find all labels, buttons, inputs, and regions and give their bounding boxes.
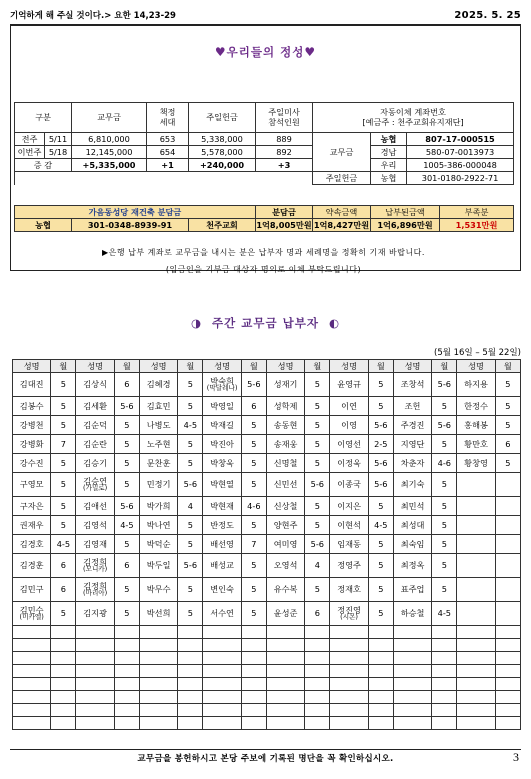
payer-month: 5 — [432, 535, 457, 554]
payer-month — [495, 516, 520, 535]
payer-name: 지영단 — [393, 435, 431, 454]
payer-name: 황만호 — [457, 435, 495, 454]
payer-name: 최정옥 — [393, 554, 431, 578]
payer-month: 5 — [178, 516, 203, 535]
payer-month: 6 — [495, 435, 520, 454]
page-number: 3 — [513, 750, 519, 764]
payer-month: 5 — [51, 416, 76, 435]
payer-row — [13, 497, 521, 516]
payer-name: 박숙희 (막달레나) — [203, 373, 241, 397]
payer-name: 박나연 — [139, 516, 177, 535]
payer-name: 차춘자 — [393, 454, 431, 473]
payer-row — [13, 535, 521, 554]
payer-name: 김경훈 — [13, 554, 51, 578]
payer-row — [13, 554, 521, 578]
payer-month: 6 — [305, 602, 330, 626]
payer-month — [495, 554, 520, 578]
building-fund-row: 농협 301-0348-8939-91 천주교회 1억8,005만원 1억8,427만원 1억6,896만원 1,531만원 — [15, 219, 514, 232]
payer-month: 4-5 — [368, 516, 393, 535]
payer-month: 5 — [368, 535, 393, 554]
col-header-name: 성명 — [393, 360, 431, 373]
payer-name: 반정도 — [203, 516, 241, 535]
payer-month: 6 — [241, 397, 266, 416]
payer-month: 5 — [368, 497, 393, 516]
payers-header-row — [13, 360, 521, 373]
payer-row — [13, 473, 521, 497]
payer-month: 5 — [51, 397, 76, 416]
payer-name: 조창석 — [393, 373, 431, 397]
payer-name: 윤성준 — [266, 602, 304, 626]
payer-name: 문찬훈 — [139, 454, 177, 473]
payer-month: 5 — [241, 435, 266, 454]
offering-row-diff: 증 감 +5,335,000 +1 +240,000 +3 우리 1005-386-000048 — [15, 159, 514, 172]
payers-table — [12, 359, 521, 730]
payer-month: 6 — [114, 373, 139, 397]
payer-month: 5 — [495, 397, 520, 416]
payer-month — [495, 535, 520, 554]
payer-month: 5-6 — [305, 535, 330, 554]
payer-name: 성재기 — [266, 373, 304, 397]
payer-name: 송재웅 — [266, 435, 304, 454]
building-fund-header: 가음동성당 재건축 분담금 분담금 약속금액 납부된금액 부족분 — [15, 206, 514, 219]
payer-name: 오영석 — [266, 554, 304, 578]
payer-name — [457, 473, 495, 497]
payer-name — [457, 554, 495, 578]
payer-name: 최기숙 — [393, 473, 431, 497]
col-header-month: 월 — [114, 360, 139, 373]
payer-month: 6 — [51, 578, 76, 602]
col-header-name: 성명 — [266, 360, 304, 373]
payer-row — [13, 454, 521, 473]
payer-month: 5 — [114, 454, 139, 473]
payer-month: 5-6 — [432, 416, 457, 435]
heart-icon: ♥ — [214, 45, 227, 59]
payer-month: 5 — [305, 578, 330, 602]
payer-month: 6 — [51, 554, 76, 578]
payer-name: 유수복 — [266, 578, 304, 602]
payer-name: 김정희 (모니카) — [76, 554, 114, 578]
payer-month: 6 — [114, 554, 139, 578]
payer-month: 5 — [114, 535, 139, 554]
payer-name: 김순덕 — [76, 416, 114, 435]
payer-month: 5 — [241, 454, 266, 473]
payer-name: 김승기 — [76, 454, 114, 473]
payer-month: 5-6 — [368, 416, 393, 435]
payer-name: 최민석 — [393, 497, 431, 516]
payer-name: 김정희 (마리아) — [76, 578, 114, 602]
col-header-name: 성명 — [139, 360, 177, 373]
payer-name: 이영선 — [330, 435, 368, 454]
payer-month — [495, 602, 520, 626]
payer-month: 4-6 — [432, 454, 457, 473]
payer-month: 5-6 — [114, 397, 139, 416]
payer-name: 윤영규 — [330, 373, 368, 397]
payer-name: 정재호 — [330, 578, 368, 602]
col-header-month: 월 — [178, 360, 203, 373]
payer-row-empty — [13, 691, 521, 704]
payer-name: 김민수 (미카엘) — [13, 602, 51, 626]
payer-name: 강수진 — [13, 454, 51, 473]
offering-row-prev: 전주 5/11 6,810,000 653 5,338,000 889 교무금 농협 807-17-000515 — [15, 133, 514, 146]
payer-month: 4-5 — [114, 516, 139, 535]
payer-row — [13, 602, 521, 626]
payer-month: 4-5 — [178, 416, 203, 435]
payer-name — [457, 516, 495, 535]
footer-divider — [10, 749, 521, 750]
bank-note-sub: (입금인을 기부금 대상자 명의로 이체 부탁드립니다) — [165, 265, 362, 274]
payer-row-empty — [13, 639, 521, 652]
payer-month: 5 — [178, 397, 203, 416]
payer-name: 이연 — [330, 397, 368, 416]
col-header-month: 월 — [368, 360, 393, 373]
bible-verse: 기억하게 해 주실 것이다.> 요한 14,23-29 — [10, 11, 176, 21]
payer-month: 5 — [305, 373, 330, 397]
payer-name: 송동현 — [266, 416, 304, 435]
payer-month: 5 — [178, 578, 203, 602]
payer-month: 5 — [51, 602, 76, 626]
payer-month: 4 — [178, 497, 203, 516]
payer-row — [13, 578, 521, 602]
payer-month: 5 — [241, 473, 266, 497]
payer-month: 2-5 — [368, 435, 393, 454]
half-circle-icon: ◐ — [328, 316, 340, 330]
payer-month: 5 — [178, 454, 203, 473]
payer-month: 5 — [432, 578, 457, 602]
payer-row — [13, 516, 521, 535]
col-header-month: 월 — [305, 360, 330, 373]
payer-month: 5 — [495, 454, 520, 473]
payer-name: 성학제 — [266, 397, 304, 416]
payer-month — [495, 497, 520, 516]
payer-name: 박재길 — [203, 416, 241, 435]
payer-name: 박두일 — [139, 554, 177, 578]
payer-row-empty — [13, 717, 521, 730]
payer-month: 4-5 — [432, 602, 457, 626]
payer-month: 5 — [51, 497, 76, 516]
payer-name: 조헌 — [393, 397, 431, 416]
payer-month: 5-6 — [432, 373, 457, 397]
payer-name: 구영모 — [13, 473, 51, 497]
payer-month: 5-6 — [305, 473, 330, 497]
payer-name: 박무수 — [139, 578, 177, 602]
payer-name — [457, 497, 495, 516]
payer-name: 정영주 — [330, 554, 368, 578]
half-circle-icon: ◑ — [190, 316, 203, 330]
payer-row-empty — [13, 678, 521, 691]
payer-month: 5 — [51, 473, 76, 497]
payer-month: 5 — [432, 554, 457, 578]
payer-name: 표주업 — [393, 578, 431, 602]
payer-name: 정진영 (시몬) — [330, 602, 368, 626]
payer-month: 5 — [51, 454, 76, 473]
payer-name: 이현석 — [330, 516, 368, 535]
payer-name — [457, 602, 495, 626]
payer-name: 김지광 — [76, 602, 114, 626]
payer-name: 신상철 — [266, 497, 304, 516]
payer-month: 5 — [368, 554, 393, 578]
payer-month: 5-6 — [178, 473, 203, 497]
payer-month: 7 — [51, 435, 76, 454]
payers-period: (5월 16일 – 5월 22일) — [434, 348, 521, 358]
payer-month: 5 — [368, 397, 393, 416]
payer-month — [495, 473, 520, 497]
payer-name: 김경호 — [13, 535, 51, 554]
payer-name: 김영재 — [76, 535, 114, 554]
payer-month: 5 — [114, 416, 139, 435]
payer-name: 박덕순 — [139, 535, 177, 554]
payer-name — [457, 535, 495, 554]
payer-month: 5 — [432, 397, 457, 416]
payer-name: 구자은 — [13, 497, 51, 516]
payer-name: 강병천 — [13, 416, 51, 435]
payer-month: 5-6 — [241, 373, 266, 397]
offering-row-this: 이번주 5/18 12,145,000 654 5,578,000 892 경남 580-07-0013973 — [15, 146, 514, 159]
col-header-month: 월 — [432, 360, 457, 373]
payer-name: 박진아 — [203, 435, 241, 454]
payer-month: 5 — [495, 373, 520, 397]
payer-name: 황창영 — [457, 454, 495, 473]
payer-name: 박가희 — [139, 497, 177, 516]
payer-month: 5 — [114, 435, 139, 454]
payer-name: 이종국 — [330, 473, 368, 497]
payer-month: 5 — [51, 373, 76, 397]
payer-name: 박창욱 — [203, 454, 241, 473]
payer-month: 5 — [114, 602, 139, 626]
payer-name — [457, 578, 495, 602]
col-header-name: 성명 — [457, 360, 495, 373]
payer-name: 이지은 — [330, 497, 368, 516]
payer-row — [13, 397, 521, 416]
col-header-month: 월 — [51, 360, 76, 373]
payer-name: 박현열 — [203, 473, 241, 497]
payer-name: 최숙임 — [393, 535, 431, 554]
payer-month: 4 — [305, 554, 330, 578]
payer-month: 5 — [241, 516, 266, 535]
top-header — [10, 8, 521, 22]
payer-name: 배선영 — [203, 535, 241, 554]
payer-month: 5-6 — [368, 454, 393, 473]
col-header-name: 성명 — [203, 360, 241, 373]
payer-month: 5 — [432, 473, 457, 497]
payer-name: 박영일 — [203, 397, 241, 416]
payer-month: 5 — [51, 516, 76, 535]
heart-icon: ♥ — [304, 45, 317, 59]
payer-row-empty — [13, 626, 521, 639]
payer-month: 7 — [241, 535, 266, 554]
payer-month: 5 — [432, 497, 457, 516]
payer-name: 김상식 — [76, 373, 114, 397]
payer-name: 임재동 — [330, 535, 368, 554]
payer-name: 강병화 — [13, 435, 51, 454]
payer-month: 5 — [241, 578, 266, 602]
payer-month — [495, 578, 520, 602]
payer-row-empty — [13, 665, 521, 678]
payer-name: 양현주 — [266, 516, 304, 535]
payer-month: 5 — [305, 497, 330, 516]
bulletin-date: 2025. 5. 25 — [454, 9, 521, 21]
payer-name: 홍해봉 — [457, 416, 495, 435]
payer-name: 김봉수 — [13, 397, 51, 416]
payer-name: 권재우 — [13, 516, 51, 535]
payer-name: 김애선 — [76, 497, 114, 516]
payer-month: 5 — [305, 416, 330, 435]
payer-month: 5 — [305, 397, 330, 416]
payer-name: 김혜경 — [139, 373, 177, 397]
payer-month: 5 — [241, 602, 266, 626]
payer-name: 김효민 — [139, 397, 177, 416]
offering-table: 구분 교무금 책정 세대 주일헌금 주일미사 참석인원 자동이체 계좌번호 [예금주 : 천주교회유지재단] 전주 5/11 6,810,000 653 5,338,000 889 교무금 농협 807-17-000515 이번주 5/18 12,145,000 654 5,578,000 892 경남 580-07-0013973 증 감 +5,335,000 +1 +240,000 +3 우리 1005-386-000048 주일헌금 농협 301-0180-2922-71 — [14, 102, 514, 185]
payer-name: 하승철 — [393, 602, 431, 626]
payer-month: 5-6 — [114, 497, 139, 516]
payer-month: 5-6 — [368, 473, 393, 497]
payer-month: 5-6 — [178, 554, 203, 578]
payer-month: 5 — [368, 602, 393, 626]
payer-name: 주경진 — [393, 416, 431, 435]
payer-month: 5 — [368, 578, 393, 602]
payer-month: 5 — [241, 554, 266, 578]
payer-month: 5 — [495, 416, 520, 435]
col-header-name: 성명 — [330, 360, 368, 373]
payer-month: 5 — [241, 416, 266, 435]
col-header-month: 월 — [495, 360, 520, 373]
payer-month: 5 — [305, 516, 330, 535]
payer-name: 김대진 — [13, 373, 51, 397]
payer-name: 민정기 — [139, 473, 177, 497]
bank-note: ▶은행 납부 계좌로 교무금을 내시는 분은 납부자 명과 세례명을 정확히 기재 바랍니다. — [102, 248, 425, 257]
payer-row-empty — [13, 704, 521, 717]
payer-month: 5 — [305, 454, 330, 473]
payer-row-empty — [13, 652, 521, 665]
payer-name: 이정욱 — [330, 454, 368, 473]
payer-name: 김순란 — [76, 435, 114, 454]
payer-name: 배성교 — [203, 554, 241, 578]
payer-name: 하지용 — [457, 373, 495, 397]
payer-name: 나병도 — [139, 416, 177, 435]
payer-name: 신명철 — [266, 454, 304, 473]
payer-name: 신민선 — [266, 473, 304, 497]
payer-name: 김승연 (가밀로) — [76, 473, 114, 497]
payer-month: 5 — [178, 535, 203, 554]
payer-row — [13, 373, 521, 397]
payer-name: 김세환 — [76, 397, 114, 416]
col-header-name: 성명 — [13, 360, 51, 373]
payer-month: 4-6 — [241, 497, 266, 516]
payer-month: 5 — [305, 435, 330, 454]
payer-month: 4-5 — [51, 535, 76, 554]
payer-row — [13, 435, 521, 454]
payer-name: 한정수 — [457, 397, 495, 416]
payer-row — [13, 416, 521, 435]
footer-notice: 교무금을 봉헌하시고 본당 주보에 기록된 명단을 꼭 확인하십시오. — [137, 754, 394, 764]
payer-month: 5 — [178, 435, 203, 454]
payer-name: 최성대 — [393, 516, 431, 535]
offering-title: ♥우리들의 정성♥ — [214, 45, 317, 59]
payer-month: 5 — [178, 602, 203, 626]
payer-name: 김영석 — [76, 516, 114, 535]
payer-name: 서수연 — [203, 602, 241, 626]
col-header-month: 월 — [241, 360, 266, 373]
payer-month: 5 — [368, 373, 393, 397]
payer-month: 5 — [114, 578, 139, 602]
payer-name: 박현재 — [203, 497, 241, 516]
payer-name: 여미영 — [266, 535, 304, 554]
payer-name: 박선희 — [139, 602, 177, 626]
payer-name: 노주현 — [139, 435, 177, 454]
col-header-name: 성명 — [76, 360, 114, 373]
payer-month: 5 — [178, 373, 203, 397]
building-fund-table — [14, 205, 514, 232]
payer-name: 김민구 — [13, 578, 51, 602]
payer-name: 이영 — [330, 416, 368, 435]
payer-month: 5 — [114, 473, 139, 497]
payers-title: ◑ 주간 교무금 납부자 ◐ — [190, 316, 340, 330]
payer-month: 5 — [432, 435, 457, 454]
payer-name: 변인숙 — [203, 578, 241, 602]
payer-month: 5 — [432, 516, 457, 535]
